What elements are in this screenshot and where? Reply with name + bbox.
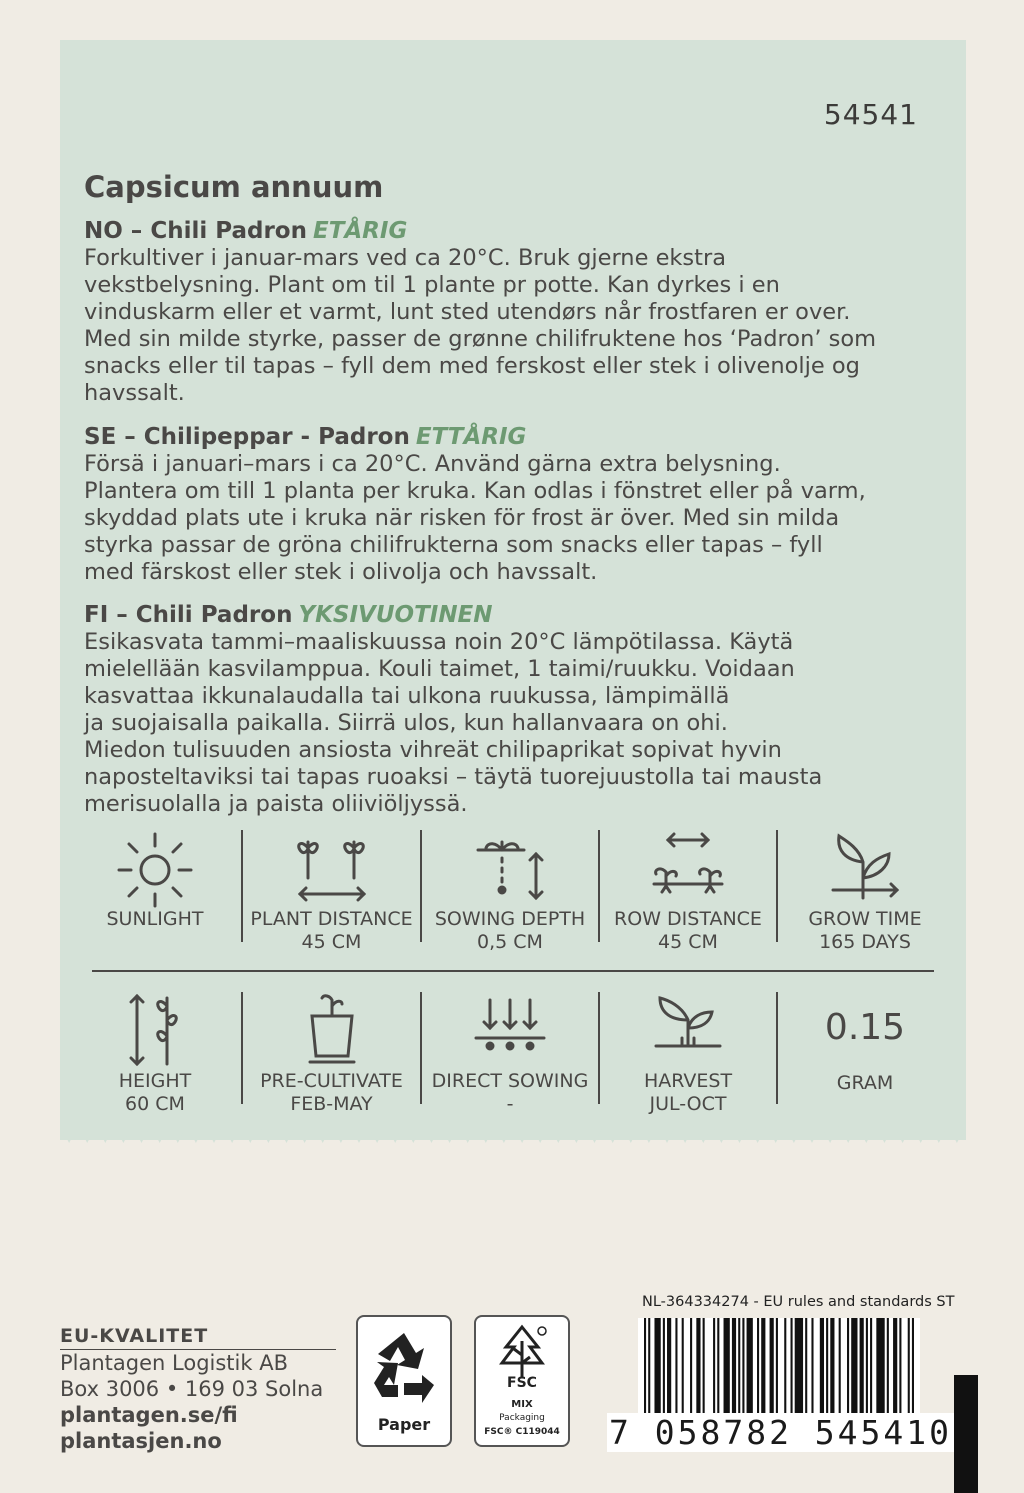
info-cell-plant-distance: [244, 828, 419, 978]
company-info: [60, 1325, 336, 1454]
latin-name: Capsicum annuum: [84, 170, 384, 204]
info-cell-direct-sowing: [424, 990, 596, 1140]
divider: [598, 992, 600, 1104]
section-se: [84, 423, 934, 586]
product-code: 54541: [823, 98, 918, 131]
info-value: 165 DAYS: [819, 931, 911, 953]
divider: [776, 992, 778, 1104]
sowing-depth-icon: [470, 828, 550, 908]
info-cell-height: [84, 990, 226, 1140]
plant-distance-icon: [292, 828, 372, 908]
section-title: NO – Chili Padron ETÅRIG: [84, 218, 408, 244]
website-link[interactable]: plantagen.se/fi: [60, 1403, 238, 1427]
pot-icon: [292, 990, 372, 1070]
info-label: HARVEST: [643, 1070, 733, 1092]
grow-time-icon: [825, 828, 905, 908]
info-value: -: [506, 1093, 514, 1115]
info-row-2: [84, 990, 936, 1140]
row-distance-icon: [648, 828, 728, 908]
divider: [241, 992, 243, 1104]
info-cell-sowing-depth: [424, 828, 596, 978]
divider: [420, 830, 422, 942]
recycle-icon: [364, 1327, 444, 1407]
divider: [598, 830, 600, 942]
fsc-mix: MIX: [511, 1399, 533, 1410]
barcode-number: 7 058782 545410: [609, 1413, 953, 1452]
company-name: Plantagen Logistik AB: [60, 1351, 288, 1375]
info-cell-grow-time: [780, 828, 950, 978]
info-value: FEB-MAY: [290, 1093, 373, 1115]
info-cell-sunlight: [84, 828, 226, 978]
info-label: PRE-CULTIVATE: [260, 1070, 403, 1092]
seed-weight: 0.15: [824, 1007, 906, 1048]
info-label: GROW TIME: [808, 908, 922, 930]
info-value: 60 CM: [125, 1093, 185, 1115]
website-link[interactable]: plantasjen.no: [60, 1429, 222, 1453]
info-label: SOWING DEPTH: [434, 908, 586, 930]
edge-marker: [954, 1375, 978, 1493]
recycle-label: Paper: [377, 1415, 431, 1434]
divider: [776, 830, 778, 942]
section-title: SE – Chilipeppar - Padron ETTÅRIG: [84, 424, 527, 450]
fsc-license: FSC® C119044: [484, 1427, 560, 1437]
info-cell-harvest: [602, 990, 774, 1140]
section-fi: [84, 601, 934, 818]
info-label: ROW DISTANCE: [614, 908, 762, 930]
fsc-packaging: Packaging: [499, 1413, 545, 1423]
fsc-logo-text: FSC: [507, 1375, 537, 1391]
quality-label: EU-KVALITET: [60, 1325, 336, 1350]
sun-icon: [115, 828, 195, 908]
info-value: 45 CM: [301, 931, 362, 953]
info-row-1: [84, 828, 936, 978]
grid-divider: [92, 970, 934, 972]
fsc-badge: [474, 1315, 570, 1447]
divider: [420, 992, 422, 1104]
info-value: JUL-OCT: [649, 1093, 727, 1115]
info-label: DIRECT SOWING: [431, 1070, 589, 1092]
info-cell-gram: [780, 990, 950, 1140]
section-text: Forkultiver i januar-mars ved ca 20°C. Bruk gjerne ekstra vekstbelysning. Plant om til 1 plante pr potte. Kan dyrkes i en vinduskarm eller et varmt, lunt sted utendørs når frostfaren er over. Med sin milde styrke, passer de grønne chilifruktene hos ‘Padron’ som snacks eller til tapas – fyll dem med ferskost eller stek i olivenolje og havssalt.: [84, 245, 877, 406]
fsc-tree-icon: [492, 1323, 552, 1381]
section-no: [84, 217, 934, 407]
direct-sowing-icon: [470, 990, 550, 1070]
harvest-icon: [648, 990, 728, 1070]
info-value: 0,5 CM: [477, 931, 543, 953]
height-icon: [115, 990, 195, 1070]
info-label: GRAM: [836, 1072, 894, 1094]
info-cell-row-distance: [602, 828, 774, 978]
annual-label: ETTÅRIG: [415, 424, 527, 450]
barcode-header: NL-364334274 - EU rules and standards ST: [642, 1294, 955, 1310]
company-address: Box 3006 • 169 03 Solna: [60, 1377, 324, 1401]
section-text: Esikasvata tammi–maaliskuussa noin 20°C lämpötilassa. Käytä mielellään kasvilamppua. Kouli taimet, 1 taimi/ruukku. Voidaan kasvattaa ikkunalaudalla tai ulkona ruukussa, lämpimällä ja suojaisalla paikalla. Siirrä ulos, kun hallanvaara on ohi. Miedon tulisuuden ansiosta vihreät chilipaprikat sopivat hyvin naposteltaviksi tai tapas ruoaksi – täytä tuorejuustolla tai mausta merisuolalla ja paista oliiviöljyssä.: [84, 629, 823, 817]
recycle-badge: [356, 1315, 452, 1447]
info-label: SUNLIGHT: [106, 908, 204, 930]
info-cell-pre-cultivate: [244, 990, 419, 1140]
section-text: Försä i januari–mars i ca 20°C. Använd gärna extra belysning. Plantera om till 1 planta per kruka. Kan odlas i fönstret eller på varm, skyddad plats ute i kruka när risken för frost är över. Med sin milda styrka passar de gröna chilifrukterna som snacks eller tapas – fyll med färskost eller stek i olivolja och havssalt.: [84, 451, 866, 585]
divider: [241, 830, 243, 942]
annual-label: ETÅRIG: [312, 218, 408, 244]
info-label: PLANT DISTANCE: [250, 908, 413, 930]
section-title: FI – Chili Padron YKSIVUOTINEN: [84, 602, 493, 628]
info-label: HEIGHT: [118, 1070, 192, 1092]
annual-label: YKSIVUOTINEN: [298, 602, 493, 628]
info-value: 45 CM: [658, 931, 718, 953]
